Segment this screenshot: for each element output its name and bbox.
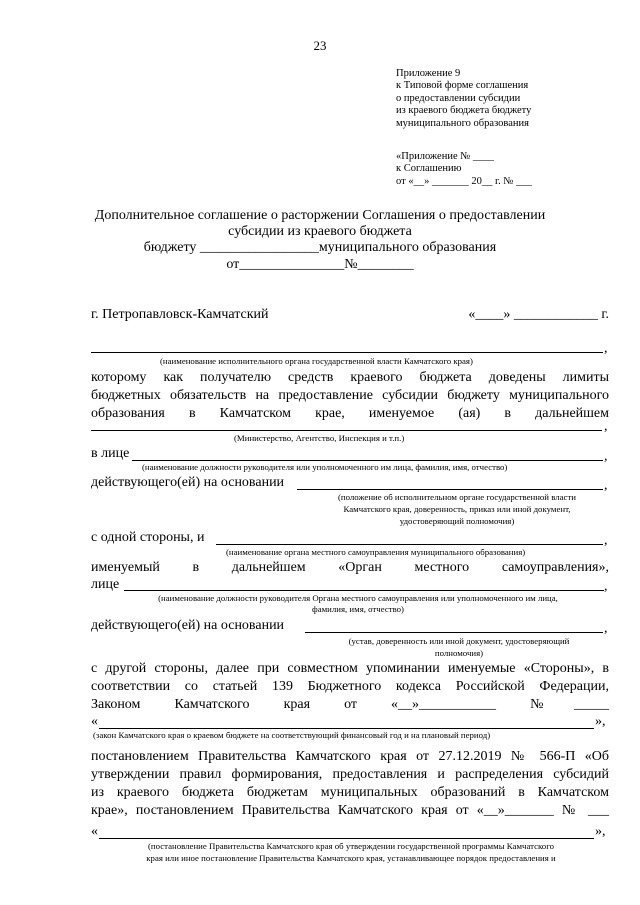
paragraph-3-line: постановлением Правительства Камчатского края от 27.12.2019 № 566-П «Об [91, 749, 609, 764]
comma: , [604, 449, 608, 464]
title-line-4: от_______________№________ [226, 257, 414, 272]
title-line-2: субсидии из краевого бюджета [228, 224, 412, 239]
caption-executive-body: (наименование исполнительного органа государственной власти Камчатского края) [160, 356, 473, 366]
charter-line [305, 632, 603, 633]
paragraph-1-line: образования в Камчатском крае, именуемое (ая) в дальнейшем [91, 406, 609, 421]
paragraph-3-line: из краевого бюджета бюджетам муниципальных образований в Камчатском [91, 785, 609, 800]
title-line-1: Дополнительное соглашение о расторжении Соглашения о предоставлении [94, 208, 546, 223]
local-head-line [124, 590, 604, 591]
appendix-line: к Типовой форме соглашения [396, 80, 529, 92]
paragraph-2-line: с другой стороны, далее при совместном упоминании именуемые «Стороны», в [91, 661, 609, 676]
caption-local-body: (наименование органа местного самоуправления муниципального образования) [226, 547, 526, 557]
comma: , [604, 579, 608, 594]
resolution-line [99, 838, 594, 839]
ministry-line [91, 430, 602, 431]
caption-regulation: (положение об исполнительном органе государственной власти Камчатского края, доверенность, приказ или иной документ, удостоверяющий полномочия) [337, 492, 576, 526]
paragraph-3-line: крае», постановлением Правительства Камчатского края от «__»_______ № ___ [91, 803, 609, 818]
appendix-line: муниципального образования [396, 117, 529, 129]
in-person-label: в лице [91, 446, 130, 461]
comma: , [604, 341, 608, 356]
title-line-3: бюджету _________________муниципального образования [143, 240, 497, 255]
executive-body-line [91, 352, 603, 353]
paragraph-3-line: утверждении правил формирования, предоставления и распределения субсидий [91, 767, 609, 782]
appendix-line: о предоставлении субсидии [396, 92, 521, 104]
agreement-ref-line: от «__» _______ 20__ г. № ___ [396, 175, 532, 187]
paragraph-1-line: бюджетных обязательств на предоставление субсидии бюджету муниципального [91, 388, 609, 403]
quote-close: », [595, 714, 606, 729]
appendix-header [396, 68, 531, 130]
acting-basis2-label: действующего(ей) на основании [91, 618, 285, 633]
caption-charter: (устав, доверенность или иной документ, удостоверяющий полномочия) [348, 636, 570, 658]
caption-ministry: (Министерство, Агентство, Инспекция и т.п.) [234, 433, 405, 443]
agreement-ref-line: к Соглашению [396, 163, 462, 175]
comma: , [604, 478, 608, 493]
comma: , [604, 621, 608, 636]
law-line: Законом Камчатского края от «__»___________ №_____ [91, 697, 609, 712]
caption-resolution: (постановление Правительства Камчатского края об утверждении государственной программы Камчатского края или иное постановление Правительства Камчатского края, устанавливающее порядок предоставления и [146, 841, 556, 863]
budget-law-line [99, 728, 594, 729]
comma: , [604, 419, 608, 434]
acting-basis-label: действующего(ей) на основании [91, 475, 285, 490]
one-side-label: с одной стороны, и [91, 530, 205, 545]
place: г. Петропавловск-Камчатский [91, 307, 269, 322]
quote-close: », [595, 824, 606, 839]
in-person-line [132, 460, 603, 461]
caption-local-head: (наименование должности руководителя Органа местного самоуправления или уполномоченного им лица, фамилия, имя, отчество) [158, 593, 558, 614]
date-blank: «____» ____________ г. [468, 307, 609, 322]
quote-open: « [91, 824, 98, 839]
agreement-reference [396, 151, 532, 188]
appendix-line: Приложение 9 [396, 68, 461, 79]
in-person2-label: лице [91, 577, 120, 592]
named-local-line: именуемый в дальнейшем «Орган местного самоуправления», [91, 560, 609, 575]
local-body-line [216, 544, 603, 545]
acting-basis-line [297, 489, 603, 490]
paragraph-2-line: соответствии со статьей 139 Бюджетного кодекса Российской Федерации, [91, 679, 609, 694]
appendix-line: из краевого бюджета бюджету [396, 105, 532, 117]
comma: , [604, 533, 608, 548]
agreement-ref-line: «Приложение № ____ [396, 151, 494, 162]
caption-budget-law: (закон Камчатского края о краевом бюджете на соответствующий финансовый год и на плановый период) [93, 730, 491, 740]
caption-head-position: (наименование должности руководителя или уполномоченного им лица, фамилия, имя, отчество) [142, 462, 508, 472]
quote-open: « [91, 714, 98, 729]
page-number: 23 [313, 38, 327, 53]
paragraph-1-line: которому как получателю средств краевого бюджета доведены лимиты [91, 370, 609, 385]
